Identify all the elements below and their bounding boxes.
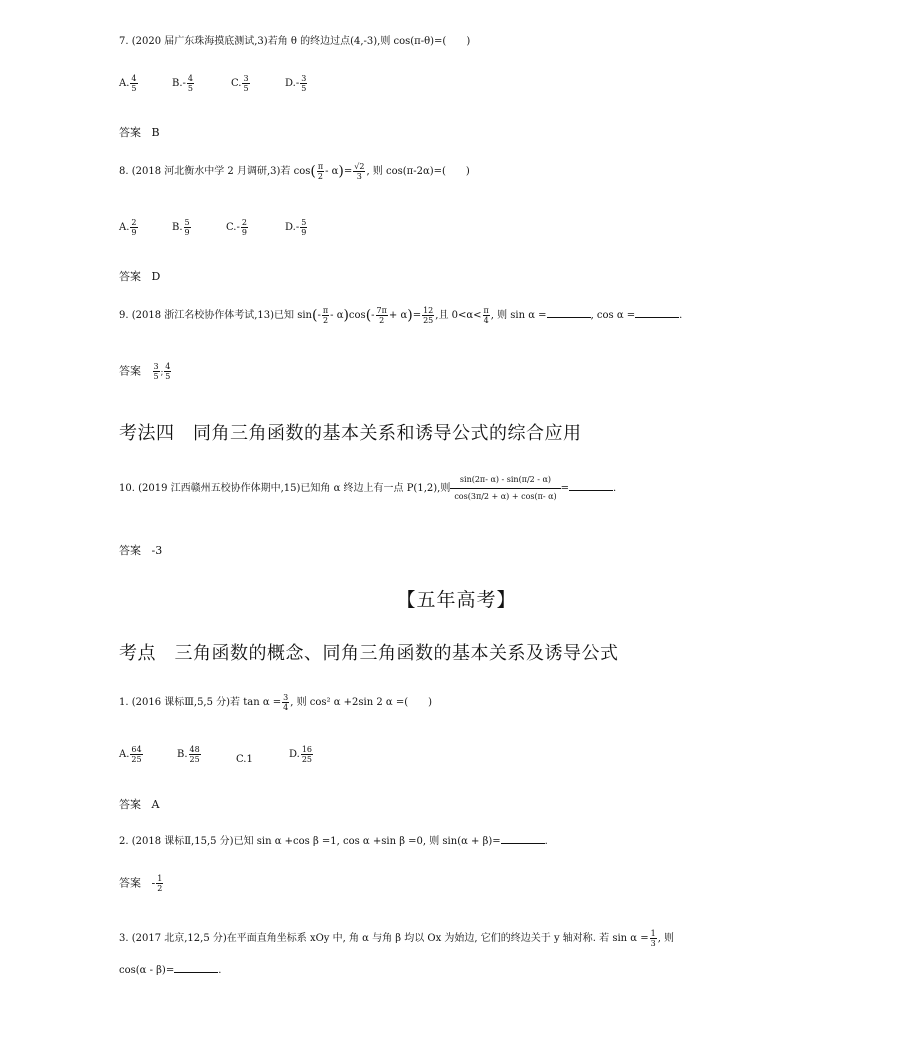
p2-answer: 答案 - $\frac{1}{2}$: [119, 874, 163, 893]
p1-stem: 1. (2016 课标Ⅲ,5,5 分)若 tan α = $\frac{3}{4}$ , 则 cos² α +2sin 2 α =( ): [119, 693, 433, 712]
q10-answer: 答案 -3: [119, 544, 163, 557]
q8-option-b[interactable]: B. $\frac{5}{9}$: [172, 218, 190, 237]
q10-blank[interactable]: [569, 480, 613, 491]
q7-option-d[interactable]: D.- $\frac{3}{5}$: [285, 74, 307, 93]
p1-option-d[interactable]: D. $\frac{16}{25}$: [289, 745, 313, 764]
q7-stem: 7. (2020 届广东珠海摸底测试,3)若角 θ 的终边过点(4,-3),则 cos(π-θ)=( ): [119, 36, 471, 47]
section4-heading: 考法四 同角三角函数的基本关系和诱导公式的综合应用: [119, 423, 582, 444]
q9-answer: 答案 $\frac{3}{5}$ ; $\frac{4}{5}$: [119, 362, 171, 381]
p1-answer: 答案 A: [119, 798, 160, 811]
p2-stem: 2. (2018 课标Ⅱ,15,5 分)已知 sin α +cos β =1, cos α +sin β =0, 则 sin(α + β)= .: [119, 833, 548, 848]
q8-option-d[interactable]: D.- $\frac{5}{9}$: [285, 218, 307, 237]
p3-blank[interactable]: [174, 962, 218, 973]
p1-option-c[interactable]: C.1: [236, 754, 253, 765]
q9-blank-sin[interactable]: [547, 307, 591, 318]
q9-blank-cos[interactable]: [635, 307, 679, 318]
p1-option-a[interactable]: A. $\frac{64}{25}$: [119, 745, 142, 764]
p1-option-b[interactable]: B. $\frac{48}{25}$: [177, 745, 200, 764]
p2-blank[interactable]: [501, 833, 545, 844]
q9-stem: 9. (2018 浙江名校协作体考试,13)已知 sin(- $\frac{\pi}{2}$ - α)cos(- $\frac{7\pi}{2}$ + α)= $\frac{12}{25}$ ,且 0<α< $\frac{\pi}{4}$ , 则 sin α = , cos α = .: [119, 306, 683, 325]
five-year-exam-title: 【五年高考】: [396, 589, 517, 611]
q7-answer: 答案 B: [119, 126, 160, 139]
q7-option-c[interactable]: C. $\frac{3}{5}$: [231, 74, 249, 93]
q8-answer: 答案 D: [119, 270, 161, 283]
q10-stem: 10. (2019 江西赣州五校协作体期中,15)已知角 α 终边上有一点 P(1,2),则 $\frac{\sin(2\pi- \alpha) - \sin(\pi/2 - \alpha)}{\cos(3\pi/2 + \alpha) + \cos(\pi- \alpha)}$ = .: [119, 475, 617, 501]
p3-stem-line2: cos(α - β)= .: [119, 962, 221, 977]
q8-option-a[interactable]: A. $\frac{2}{9}$: [119, 218, 137, 237]
p3-stem-line1: 3. (2017 北京,12,5 分)在平面直角坐标系 xOy 中, 角 α 与角 β 均以 Ox 为始边, 它们的终边关于 y 轴对称. 若 sin α = $\frac{1}{3}$ , 则: [119, 929, 675, 948]
q8-option-c[interactable]: C.- $\frac{2}{9}$: [226, 218, 247, 237]
q7-option-a[interactable]: A. $\frac{4}{5}$: [119, 74, 137, 93]
q7-option-b[interactable]: B.- $\frac{4}{5}$: [172, 74, 194, 93]
q8-stem: 8. (2018 河北衡水中学 2 月调研,3)若 cos( $\frac{\pi}{2}$ - α)= $\frac{√2}{3}$ , 则 cos(π-2α)=( ): [119, 162, 470, 181]
section-heading: 考点 三角函数的概念、同角三角函数的基本关系及诱导公式: [119, 643, 619, 664]
